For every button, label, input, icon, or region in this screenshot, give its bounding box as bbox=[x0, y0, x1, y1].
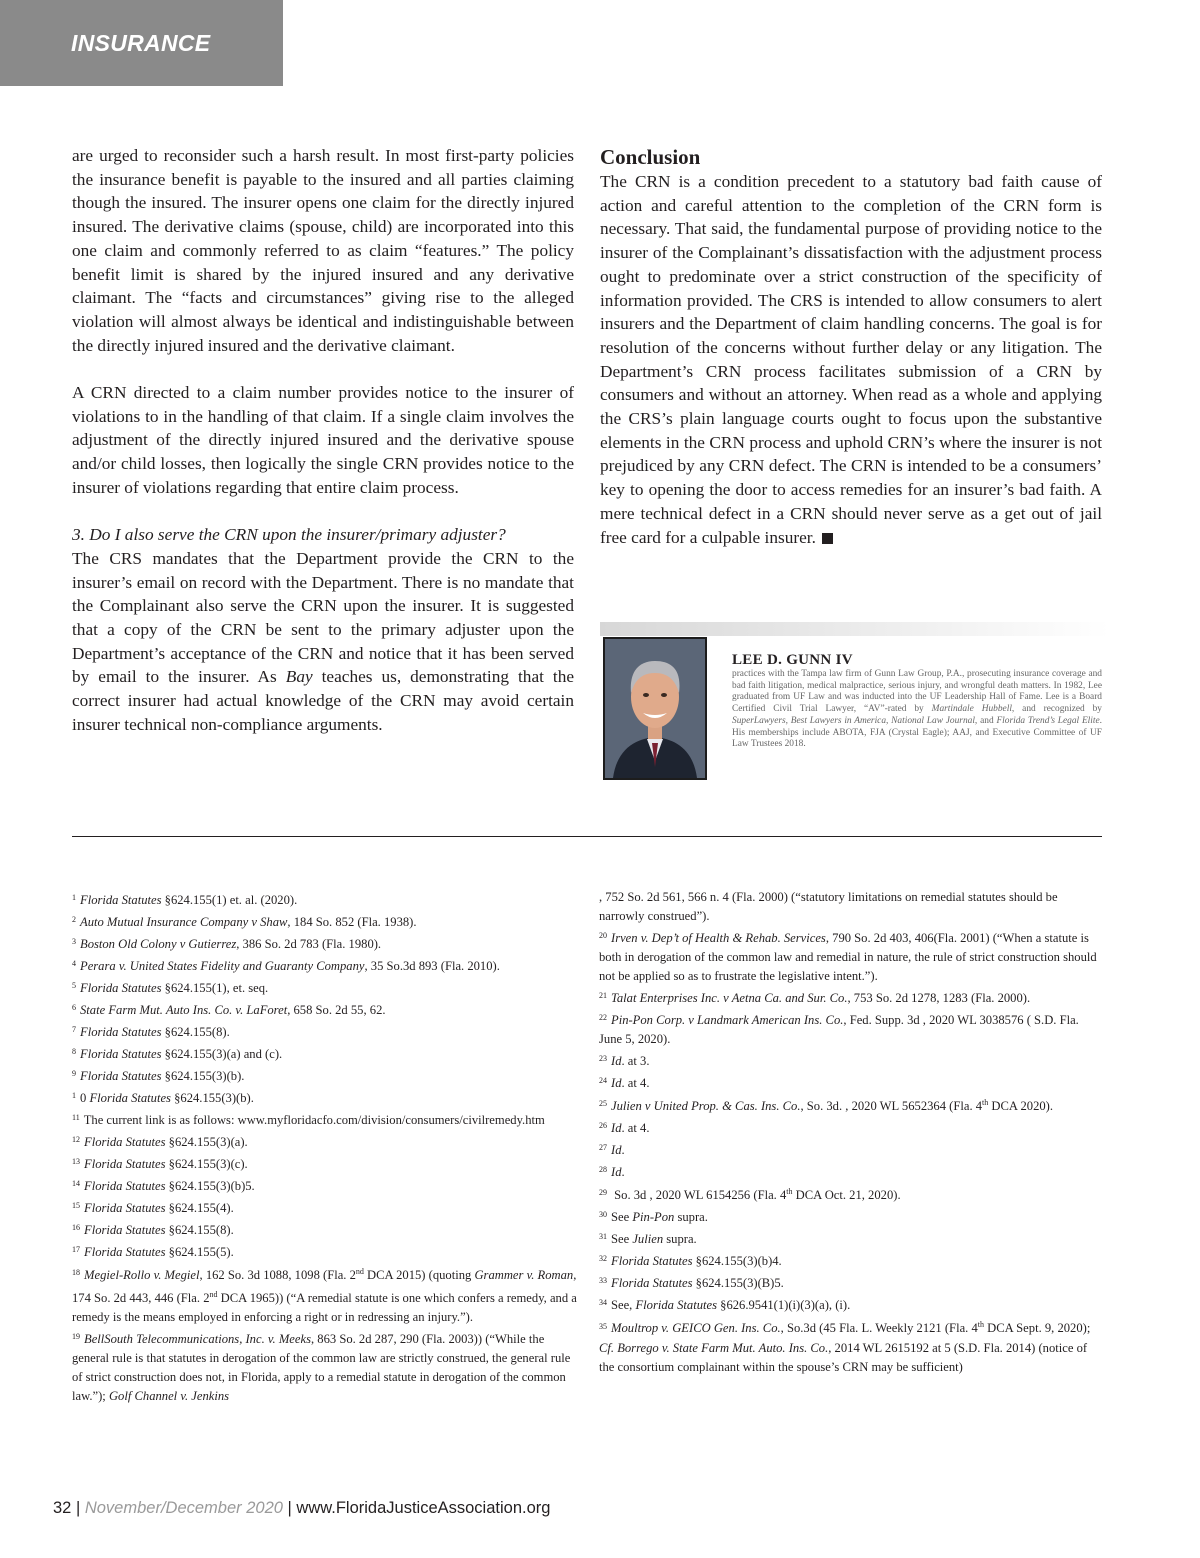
footnote: $^2$ Auto Mutual Insurance Company v Shaw, 184 So. 852 (Fla. 1938). bbox=[72, 915, 417, 929]
footnote: $^7$ Florida Statutes §624.155(8). bbox=[72, 1025, 230, 1039]
footnote: $^{18}$ Megiel-Rollo v. Megiel, 162 So. 3d 1088, 1098 (Fla. 2nd DCA 2015) (quoting Grammer v. Roman, 174 So. 2d 443, 446 (Fla. 2nd DCA 1965)) (“A remedial statute is one which confers a remedy, and a remedy is the means employed in enforcing a right or in redressing an injury.”). bbox=[72, 1267, 577, 1325]
right-column bbox=[600, 144, 1102, 549]
footnote: $^{21}$ Talat Enterprises Inc. v Aetna Ca. and Sur. Co., 753 So. 2d 1278, 1283 (Fla. 2000). bbox=[599, 991, 1031, 1005]
footnote: $^4$ Perara v. United States Fidelity and Guaranty Company, 35 So.3d 893 (Fla. 2010). bbox=[72, 959, 500, 973]
footnote: $^6$ State Farm Mut. Auto Ins. Co. v. LaForet, 658 So. 2d 55, 62. bbox=[72, 1003, 386, 1017]
footnote: $^{17}$ Florida Statutes §624.155(5). bbox=[72, 1245, 234, 1259]
conclusion-heading: Conclusion bbox=[600, 145, 701, 169]
footnote: $^{26}$ Id. at 4. bbox=[599, 1121, 650, 1136]
footnote: $^{25}$ Julien v United Prop. & Cas. Ins. Co., So. 3d. , 2020 WL 5652364 (Fla. 4th DCA 2020). bbox=[599, 1098, 1054, 1114]
footnote: $^{31}$ See Julien supra. bbox=[599, 1232, 697, 1247]
footnote: $^{28}$ Id. bbox=[599, 1165, 625, 1180]
footnote: $^3$ Boston Old Colony v Gutierrez, 386 So. 2d 783 (Fla. 1980). bbox=[72, 937, 382, 951]
left-paragraph-1: are urged to reconsider such a harsh result. In most first-party policies the insurance benefit is payable to the insured and all parties claiming though the insured. The insurer opens one claim for the directly injured insured. The derivative claims (spouse, child) are incorporated into this one claim and commonly referred to as claim “features.” The policy benefit limit is shared by the injured insured and any derivative claimant. The “facts and circumstances” giving rise to the alleged violation will almost always be identical and indistinguishable between the directly injured insured and the derivative claimant. bbox=[72, 146, 574, 355]
footnote: $^{33}$ Florida Statutes §624.155(3)(B)5. bbox=[599, 1276, 784, 1291]
end-mark-icon bbox=[822, 533, 833, 544]
footnote: $^{11}$ The current link is as follows: www.myfloridacfo.com/division/consumers/civilremedy.htm bbox=[72, 1113, 545, 1127]
conclusion-body: The CRN is a condition precedent to a statutory bad faith cause of action and careful attention to the completion of the CRN form is necessary. That said, the fundamental purpose of providing notice to the insurer of the Complainant’s dissatisfaction with the adjustment process ought to predominate over a strict construction of the specificity of information provided. The CRS is intended to allow consumers to alert insurers and the Department of claim handling concerns. The goal is for resolution of the concerns without further delay or any litigation. The Department’s CRN process facilitates submission of a CRN by consumers and without an attorney. When read as a whole and applying the CRS’s plain language courts ought to focus upon the substantive elements in the CRN process and uphold CRN’s where the insurer is not prejudiced by any CRN defect. The CRN is intended to be a consumers’ key to opening the door to access remedies for an insurer’s bad faith. A mere technical defect in a CRN should never serve as a get out of jail free card for a culpable insurer. bbox=[600, 172, 1102, 547]
footnote: $^1$ Florida Statutes §624.155(1) et. al. (2020). bbox=[72, 893, 298, 907]
issue-date: November/December 2020 bbox=[84, 1499, 283, 1517]
footnote: $^{14}$ Florida Statutes §624.155(3)(b)5. bbox=[72, 1179, 255, 1193]
page-footer: 32 | November/December 2020 | www.FloridaJusticeAssociation.org bbox=[53, 1499, 551, 1517]
footnote: $^{27}$ Id. bbox=[599, 1143, 625, 1158]
footnote: $^1$ 0 Florida Statutes §624.155(3)(b). bbox=[72, 1091, 254, 1105]
footnote: $^{22}$ Pin-Pon Corp. v Landmark American Ins. Co., Fed. Supp. 3d , 2020 WL 3038576 ( S.D. Fla. June 5, 2020). bbox=[599, 1013, 1079, 1046]
footnote: $^{34}$ See, Florida Statutes §626.9541(1)(i)(3)(a), (i). bbox=[599, 1298, 851, 1313]
footnote: $^{19}$ BellSouth Telecommunications, Inc. v. Meeks, 863 So. 2d 287, 290 (Fla. 2003)) (“While the general rule is that statutes in derogation of the common law are strictly construed, the general rule of strict construction does not, in Florida, apply to a remedial statute in derogation of the common law.”); Golf Channel v. Jenkins bbox=[72, 1332, 571, 1404]
footnote: $^{16}$ Florida Statutes §624.155(8). bbox=[72, 1223, 234, 1237]
footnote: $^5$ Florida Statutes §624.155(1), et. seq. bbox=[72, 981, 269, 995]
author-portrait-icon bbox=[605, 639, 705, 778]
footnotes-left bbox=[72, 888, 578, 1406]
footnote: $^{15}$ Florida Statutes §624.155(4). bbox=[72, 1201, 234, 1215]
left-column bbox=[72, 144, 574, 737]
left-paragraph-2: A CRN directed to a claim number provides notice to the insurer of violations to in the handling of that claim. If a single claim involves the adjustment of the directly injured insured and the derivative spouse and/or child losses, then logically the single CRN provides notice to the insurer of violations regarding that entire claim process. bbox=[72, 383, 574, 497]
footnote: $^{20}$ Irven v. Dep’t of Health & Rehab. Services, 790 So. 2d 403, 406(Fla. 2001) (“When a statute is both in derogation of the common law and remedial in nature, the rule of strict construction should not be applied so as to frustrate the legislative intent.”). bbox=[599, 931, 1097, 983]
left-paragraph-3: The CRS mandates that the Department provide the CRN to the insurer’s email on record with the Department. There is no mandate that the Complainant also serve the CRN upon the insurer. It is suggested that a copy of the CRN be sent to the primary adjuster upon the Department’s acceptance of the CRN and notice that it has been served by email to the insurer. As Bay teaches us, demonstrating that the correct insurer had actual knowledge of the CRN may avoid certain insurer technical non-compliance arguments. bbox=[72, 548, 575, 734]
website-link[interactable]: www.FloridaJusticeAssociation.org bbox=[296, 1499, 551, 1517]
footnote: $^{30}$ See Pin-Pon supra. bbox=[599, 1210, 708, 1225]
footnote: $^{13}$ Florida Statutes §624.155(3)(c). bbox=[72, 1157, 248, 1171]
footnote: $^8$ Florida Statutes §624.155(3)(a) and (c). bbox=[72, 1047, 283, 1061]
footnote: $^{32}$ Florida Statutes §624.155(3)(b)4. bbox=[599, 1254, 782, 1269]
section-tab bbox=[0, 0, 283, 86]
footnote: $^9$ Florida Statutes §624.155(3)(b). bbox=[72, 1069, 245, 1083]
footnote-divider bbox=[72, 836, 1102, 837]
author-name: LEE D. GUNN IV bbox=[732, 652, 853, 668]
author-photo bbox=[603, 637, 707, 780]
section-tab-label: INSURANCE bbox=[71, 30, 211, 56]
page-number: 32 bbox=[53, 1499, 72, 1517]
footnote-continuation: , 752 So. 2d 561, 566 n. 4 (Fla. 2000) (“statutory limitations on remedial statutes should be narrowly construed”). bbox=[599, 890, 1058, 923]
footnote: $^{29}$ So. 3d , 2020 WL 6154256 (Fla. 4th DCA Oct. 21, 2020). bbox=[599, 1187, 901, 1203]
section-question: 3. Do I also serve the CRN upon the insurer/primary adjuster? bbox=[72, 525, 506, 545]
footnote: $^{23}$ Id. at 3. bbox=[599, 1054, 650, 1068]
author-bio bbox=[732, 651, 1102, 751]
footnote: $^{35}$ Moultrop v. GEICO Gen. Ins. Co., So.3d (45 Fla. L. Weekly 2121 (Fla. 4th DCA Sept. 9, 2020); Cf. Borrego v. State Farm Mut. Auto. Ins. Co., 2014 WL 2615192 at 5 (S.D. Fla. 2014) (notice of the consortium complainant within the spouse’s CRN may be sufficient) bbox=[599, 1320, 1091, 1374]
footnotes-right bbox=[599, 888, 1105, 1377]
bio-header-bar bbox=[600, 622, 1110, 636]
footnote: $^{24}$ Id. at 4. bbox=[599, 1076, 650, 1090]
footnote: $^{12}$ Florida Statutes §624.155(3)(a). bbox=[72, 1135, 248, 1149]
author-bio-text: practices with the Tampa law firm of Gunn Law Group, P.A., prosecuting insurance coverage and bad faith litigation, medical malpractice, serious injury, and wrongful death matters. In 1982, Lee graduated from UF Law and was inducted into the UF Leadership Hall of Fame. Lee is a Board Certified Civil Trial Lawyer, “AV”-rated by Martindale Hubbell, and recognized by SuperLawyers, Best Lawyers in America, National Law Journal, and Florida Trend’s Legal Elite. His memberships include ABOTA, FJA (Crystal Eagle); AAJ, and Executive Committee of UF Law Trustees 2018. bbox=[732, 669, 1103, 750]
